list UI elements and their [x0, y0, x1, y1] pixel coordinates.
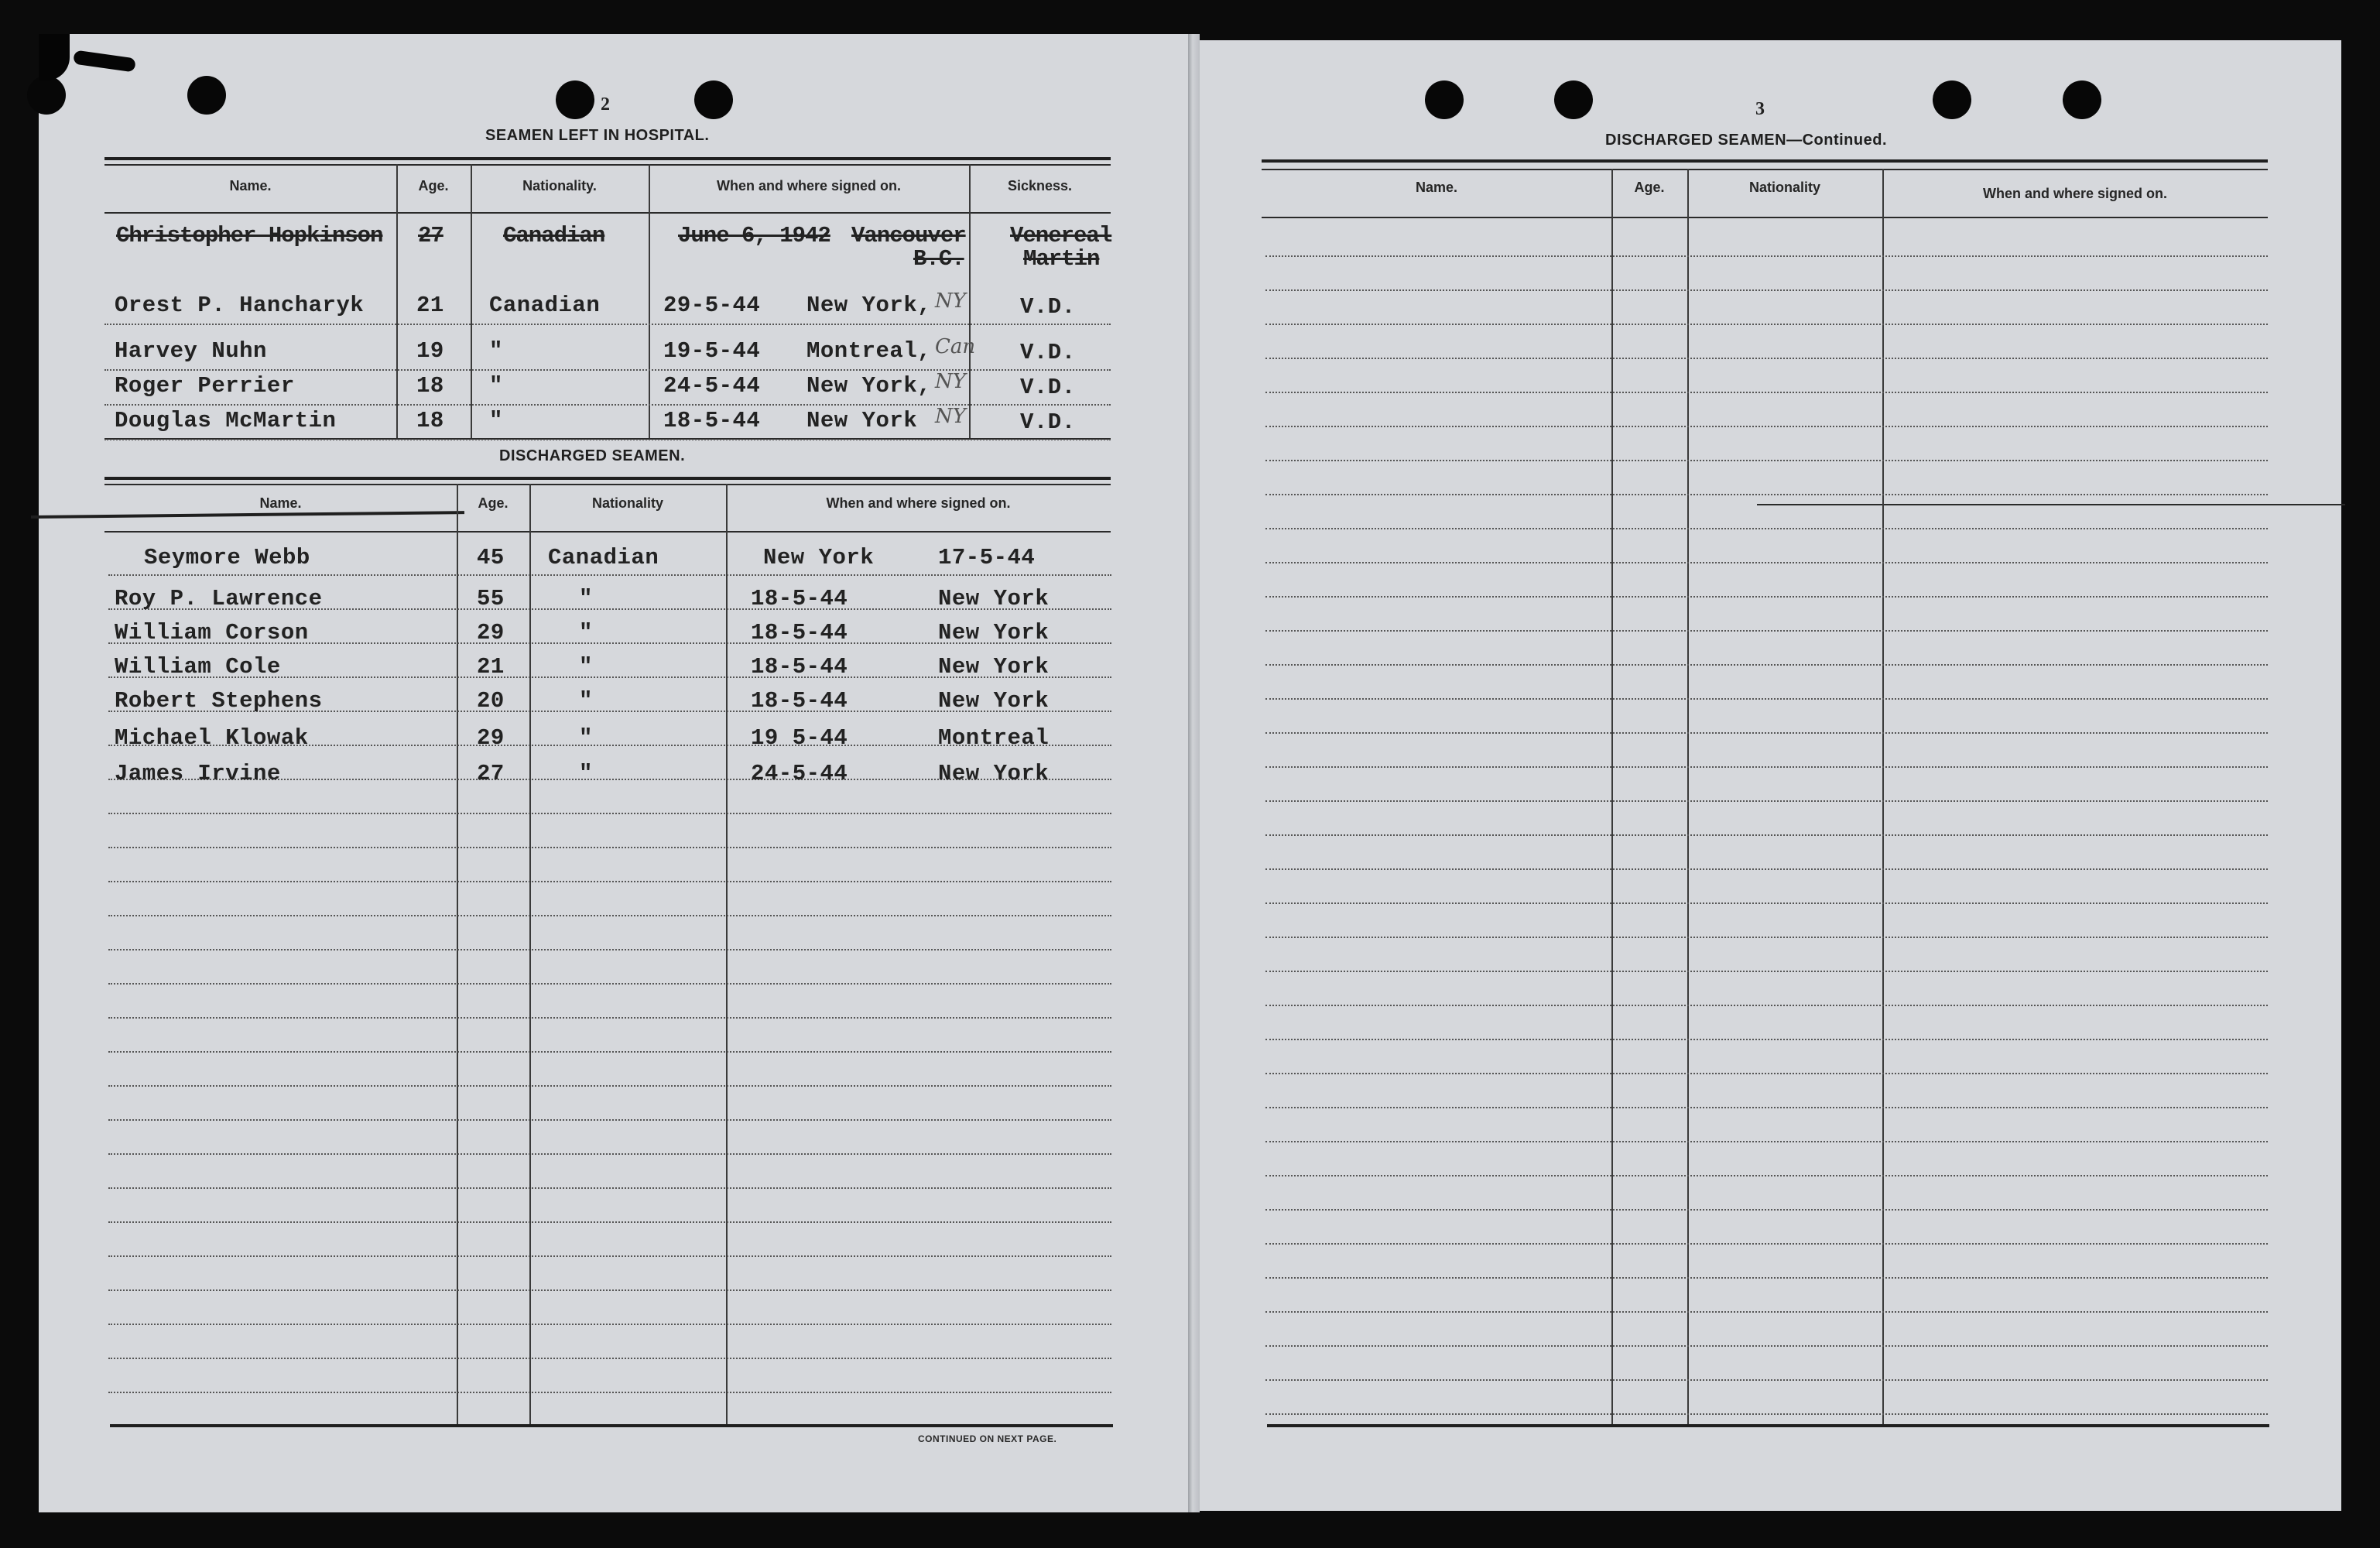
seaman-age: 27: [477, 761, 505, 786]
ruled-line: [1265, 1039, 2268, 1040]
sickness: V.D.: [1020, 340, 1076, 365]
handwritten-note: NY: [935, 289, 966, 313]
continued-note: CONTINUED ON NEXT PAGE.: [918, 1433, 1057, 1444]
hospital-section-title: SEAMEN LEFT IN HOSPITAL.: [485, 127, 710, 144]
column-header-nationality: Nationality.: [522, 178, 597, 194]
table-rule: [1262, 217, 2268, 218]
ruled-line: [108, 1255, 1111, 1257]
signed-on-b: New York: [938, 761, 1050, 786]
handwritten-note: Can: [935, 335, 976, 358]
seaman-age: 55: [477, 586, 505, 611]
column-header-age: Age.: [418, 178, 449, 194]
signed-on-a: 19 5-44: [751, 725, 848, 751]
seaman-age: 18: [416, 373, 444, 399]
punch-hole: [2063, 80, 2101, 119]
seaman-name: Roger Perrier: [115, 373, 295, 399]
table-row-rule: [104, 439, 1111, 440]
seaman-nationality: ": [489, 373, 503, 399]
punch-hole: [694, 80, 733, 119]
signed-on-a: 18-5-44: [751, 620, 848, 646]
column-divider: [726, 484, 728, 1424]
table-rule: [1757, 504, 2345, 505]
column-divider: [457, 484, 458, 1424]
struck-nationality: Canadian: [503, 223, 605, 248]
ruled-line: [108, 1289, 1111, 1291]
ruled-line: [1265, 1073, 2268, 1074]
ruled-line: [1265, 1379, 2268, 1381]
seaman-age: 19: [416, 338, 444, 364]
ruled-line: [108, 881, 1111, 882]
ruled-line: [108, 1358, 1111, 1359]
table-rule: [104, 531, 1111, 533]
sickness: V.D.: [1020, 409, 1076, 435]
column-header-age: Age.: [1634, 180, 1665, 195]
right-page: [1200, 40, 2341, 1511]
ruled-line: [1265, 528, 2268, 529]
signed-on-date: 18-5-44: [663, 408, 761, 433]
signed-on-place: New York,: [806, 373, 932, 399]
column-divider: [396, 164, 398, 438]
ruled-line: [1265, 971, 2268, 972]
column-header-signed-on: When and where signed on.: [826, 495, 1011, 511]
seaman-age: 21: [477, 654, 505, 680]
ruled-line: [1265, 460, 2268, 461]
column-header-signed-on: When and where signed on.: [1982, 186, 2168, 201]
signed-on-a: 18-5-44: [751, 688, 848, 714]
ruled-line: [108, 1221, 1111, 1223]
seaman-nationality: ": [579, 586, 593, 611]
column-header-name: Name.: [229, 178, 272, 194]
ruled-line: [1265, 902, 2268, 904]
signed-on-b: Montreal: [938, 725, 1050, 751]
continued-section-title: DISCHARGED SEAMEN—Continued.: [1605, 132, 1887, 149]
column-header-age: Age.: [478, 495, 509, 511]
ruled-line: [1265, 1277, 2268, 1279]
ruled-line: [108, 1392, 1111, 1393]
signed-on-b: New York: [938, 654, 1050, 680]
seaman-age: 29: [477, 620, 505, 646]
handwritten-note: NY: [935, 405, 966, 428]
ruled-line: [1265, 1311, 2268, 1313]
seaman-name: Michael Klowak: [115, 725, 309, 751]
seaman-nationality: ": [489, 338, 503, 364]
column-divider: [471, 164, 472, 438]
seaman-age: 45: [477, 545, 505, 570]
signed-on-date: 29-5-44: [663, 293, 761, 318]
ruled-line: [1265, 868, 2268, 870]
struck-name: Christopher Hopkinson: [116, 223, 383, 248]
column-header-signed-on: When and where signed on.: [716, 178, 902, 194]
struck-date: June 6, 1942: [678, 223, 830, 248]
struck-age: 27: [418, 223, 443, 248]
column-header-nationality: Nationality: [591, 495, 663, 511]
page-number: 2: [601, 94, 610, 115]
punch-hole: [187, 76, 226, 115]
seaman-age: 20: [477, 688, 505, 714]
table-row-rule: [104, 324, 1111, 325]
seaman-nationality: ": [579, 725, 593, 751]
page-number: 3: [1755, 99, 1765, 119]
ruled-line: [1265, 494, 2268, 495]
ruled-line: [1265, 596, 2268, 598]
ruled-line: [1265, 664, 2268, 666]
ruled-line: [1265, 1141, 2268, 1142]
punch-hole: [27, 76, 66, 115]
seaman-name: Roy P. Lawrence: [115, 586, 323, 611]
ruled-line: [1265, 630, 2268, 632]
signed-on-b: New York: [938, 586, 1050, 611]
sickness: V.D.: [1020, 294, 1076, 320]
handwritten-note: NY: [935, 370, 966, 393]
column-header-name: Name.: [259, 495, 302, 511]
punch-hole: [1933, 80, 1971, 119]
table-rule: [104, 157, 1111, 160]
ruled-line: [108, 949, 1111, 950]
ruled-line: [1265, 1175, 2268, 1176]
struck-sickness-2: Martin: [1023, 246, 1100, 272]
column-header-sickness: Sickness.: [1007, 178, 1073, 194]
seaman-nationality: Canadian: [548, 545, 659, 570]
ruled-line: [1265, 937, 2268, 938]
signed-on-place: New York: [806, 408, 918, 433]
signed-on-place: New York,: [806, 293, 932, 318]
ruled-line: [1265, 1243, 2268, 1245]
ruled-line: [1265, 1345, 2268, 1347]
seaman-name: Harvey Nuhn: [115, 338, 267, 364]
seaman-name: James Irvine: [115, 761, 281, 786]
seaman-name: Douglas McMartin: [115, 408, 337, 433]
column-header-nationality: Nationality: [1748, 180, 1820, 195]
ruled-line: [108, 1187, 1111, 1189]
table-rule: [104, 477, 1111, 480]
ruled-line: [108, 1153, 1111, 1155]
ruled-line: [1265, 800, 2268, 802]
seaman-nationality: Canadian: [489, 293, 601, 318]
seaman-age: 21: [416, 293, 444, 318]
ruled-line: [1265, 1107, 2268, 1108]
seaman-age: 29: [477, 725, 505, 751]
punch-hole: [1425, 80, 1464, 119]
signed-on-b: New York: [938, 620, 1050, 646]
page-fold: [1188, 34, 1200, 1512]
ruled-line: [1265, 1413, 2268, 1415]
table-rule: [1267, 1424, 2269, 1427]
signed-on-a: 24-5-44: [751, 761, 848, 786]
signed-on-place: Montreal,: [806, 338, 932, 364]
seaman-age: 18: [416, 408, 444, 433]
struck-place: Vancouver: [851, 223, 966, 248]
ruled-line: [1265, 562, 2268, 563]
seaman-nationality: ": [579, 620, 593, 646]
table-rule: [110, 1424, 1113, 1427]
table-rule: [1262, 159, 2268, 163]
signed-on-date: 24-5-44: [663, 373, 761, 399]
signed-on-a: 18-5-44: [751, 586, 848, 611]
signed-on-b: 17-5-44: [938, 545, 1036, 570]
seaman-name: Seymore Webb: [144, 545, 310, 570]
column-divider: [649, 164, 650, 438]
table-rule: [104, 484, 1111, 485]
table-rule: [104, 212, 1111, 214]
ruled-line: [108, 1119, 1111, 1121]
struck-sickness: Venereal: [1010, 223, 1112, 248]
ruled-line: [1265, 255, 2268, 257]
punch-hole: [1554, 80, 1593, 119]
sickness: V.D.: [1020, 375, 1076, 400]
ruled-line: [108, 813, 1111, 814]
ruled-line: [1265, 732, 2268, 734]
punch-hole: [556, 80, 594, 119]
discharged-section-title: DISCHARGED SEAMEN.: [499, 447, 686, 464]
seaman-name: Orest P. Hancharyk: [115, 293, 365, 318]
ruled-line: [1265, 834, 2268, 836]
signed-on-date: 19-5-44: [663, 338, 761, 364]
ruled-line: [1265, 289, 2268, 291]
ruled-line: [1265, 358, 2268, 359]
column-header-name: Name.: [1415, 180, 1458, 195]
ruled-line: [108, 1085, 1111, 1087]
ruled-line: [108, 1324, 1111, 1325]
signed-on-a: New York: [763, 545, 875, 570]
ruled-line: [1265, 426, 2268, 427]
seaman-nationality: ": [489, 408, 503, 433]
seaman-name: William Cole: [115, 654, 281, 680]
ruled-line: [1265, 1209, 2268, 1211]
signed-on-b: New York: [938, 688, 1050, 714]
ruled-line: [108, 574, 1111, 576]
ruled-line: [1265, 698, 2268, 700]
ruled-line: [1265, 1005, 2268, 1006]
column-divider: [529, 484, 531, 1424]
seaman-nationality: ": [579, 761, 593, 786]
table-rule: [104, 164, 1111, 166]
ruled-line: [108, 1051, 1111, 1053]
ruled-line: [108, 983, 1111, 985]
ruled-line: [1265, 766, 2268, 768]
ruled-line: [108, 1017, 1111, 1019]
ruled-line: [108, 847, 1111, 848]
struck-place-2: B.C.: [913, 246, 964, 272]
ruled-line: [108, 915, 1111, 916]
table-rule: [1262, 169, 2268, 170]
ruled-line: [1265, 392, 2268, 393]
signed-on-a: 18-5-44: [751, 654, 848, 680]
seaman-name: William Corson: [115, 620, 309, 646]
seaman-nationality: ": [579, 688, 593, 714]
ruled-line: [1265, 324, 2268, 325]
seaman-nationality: ": [579, 654, 593, 680]
column-divider: [969, 164, 971, 438]
seaman-name: Robert Stephens: [115, 688, 323, 714]
